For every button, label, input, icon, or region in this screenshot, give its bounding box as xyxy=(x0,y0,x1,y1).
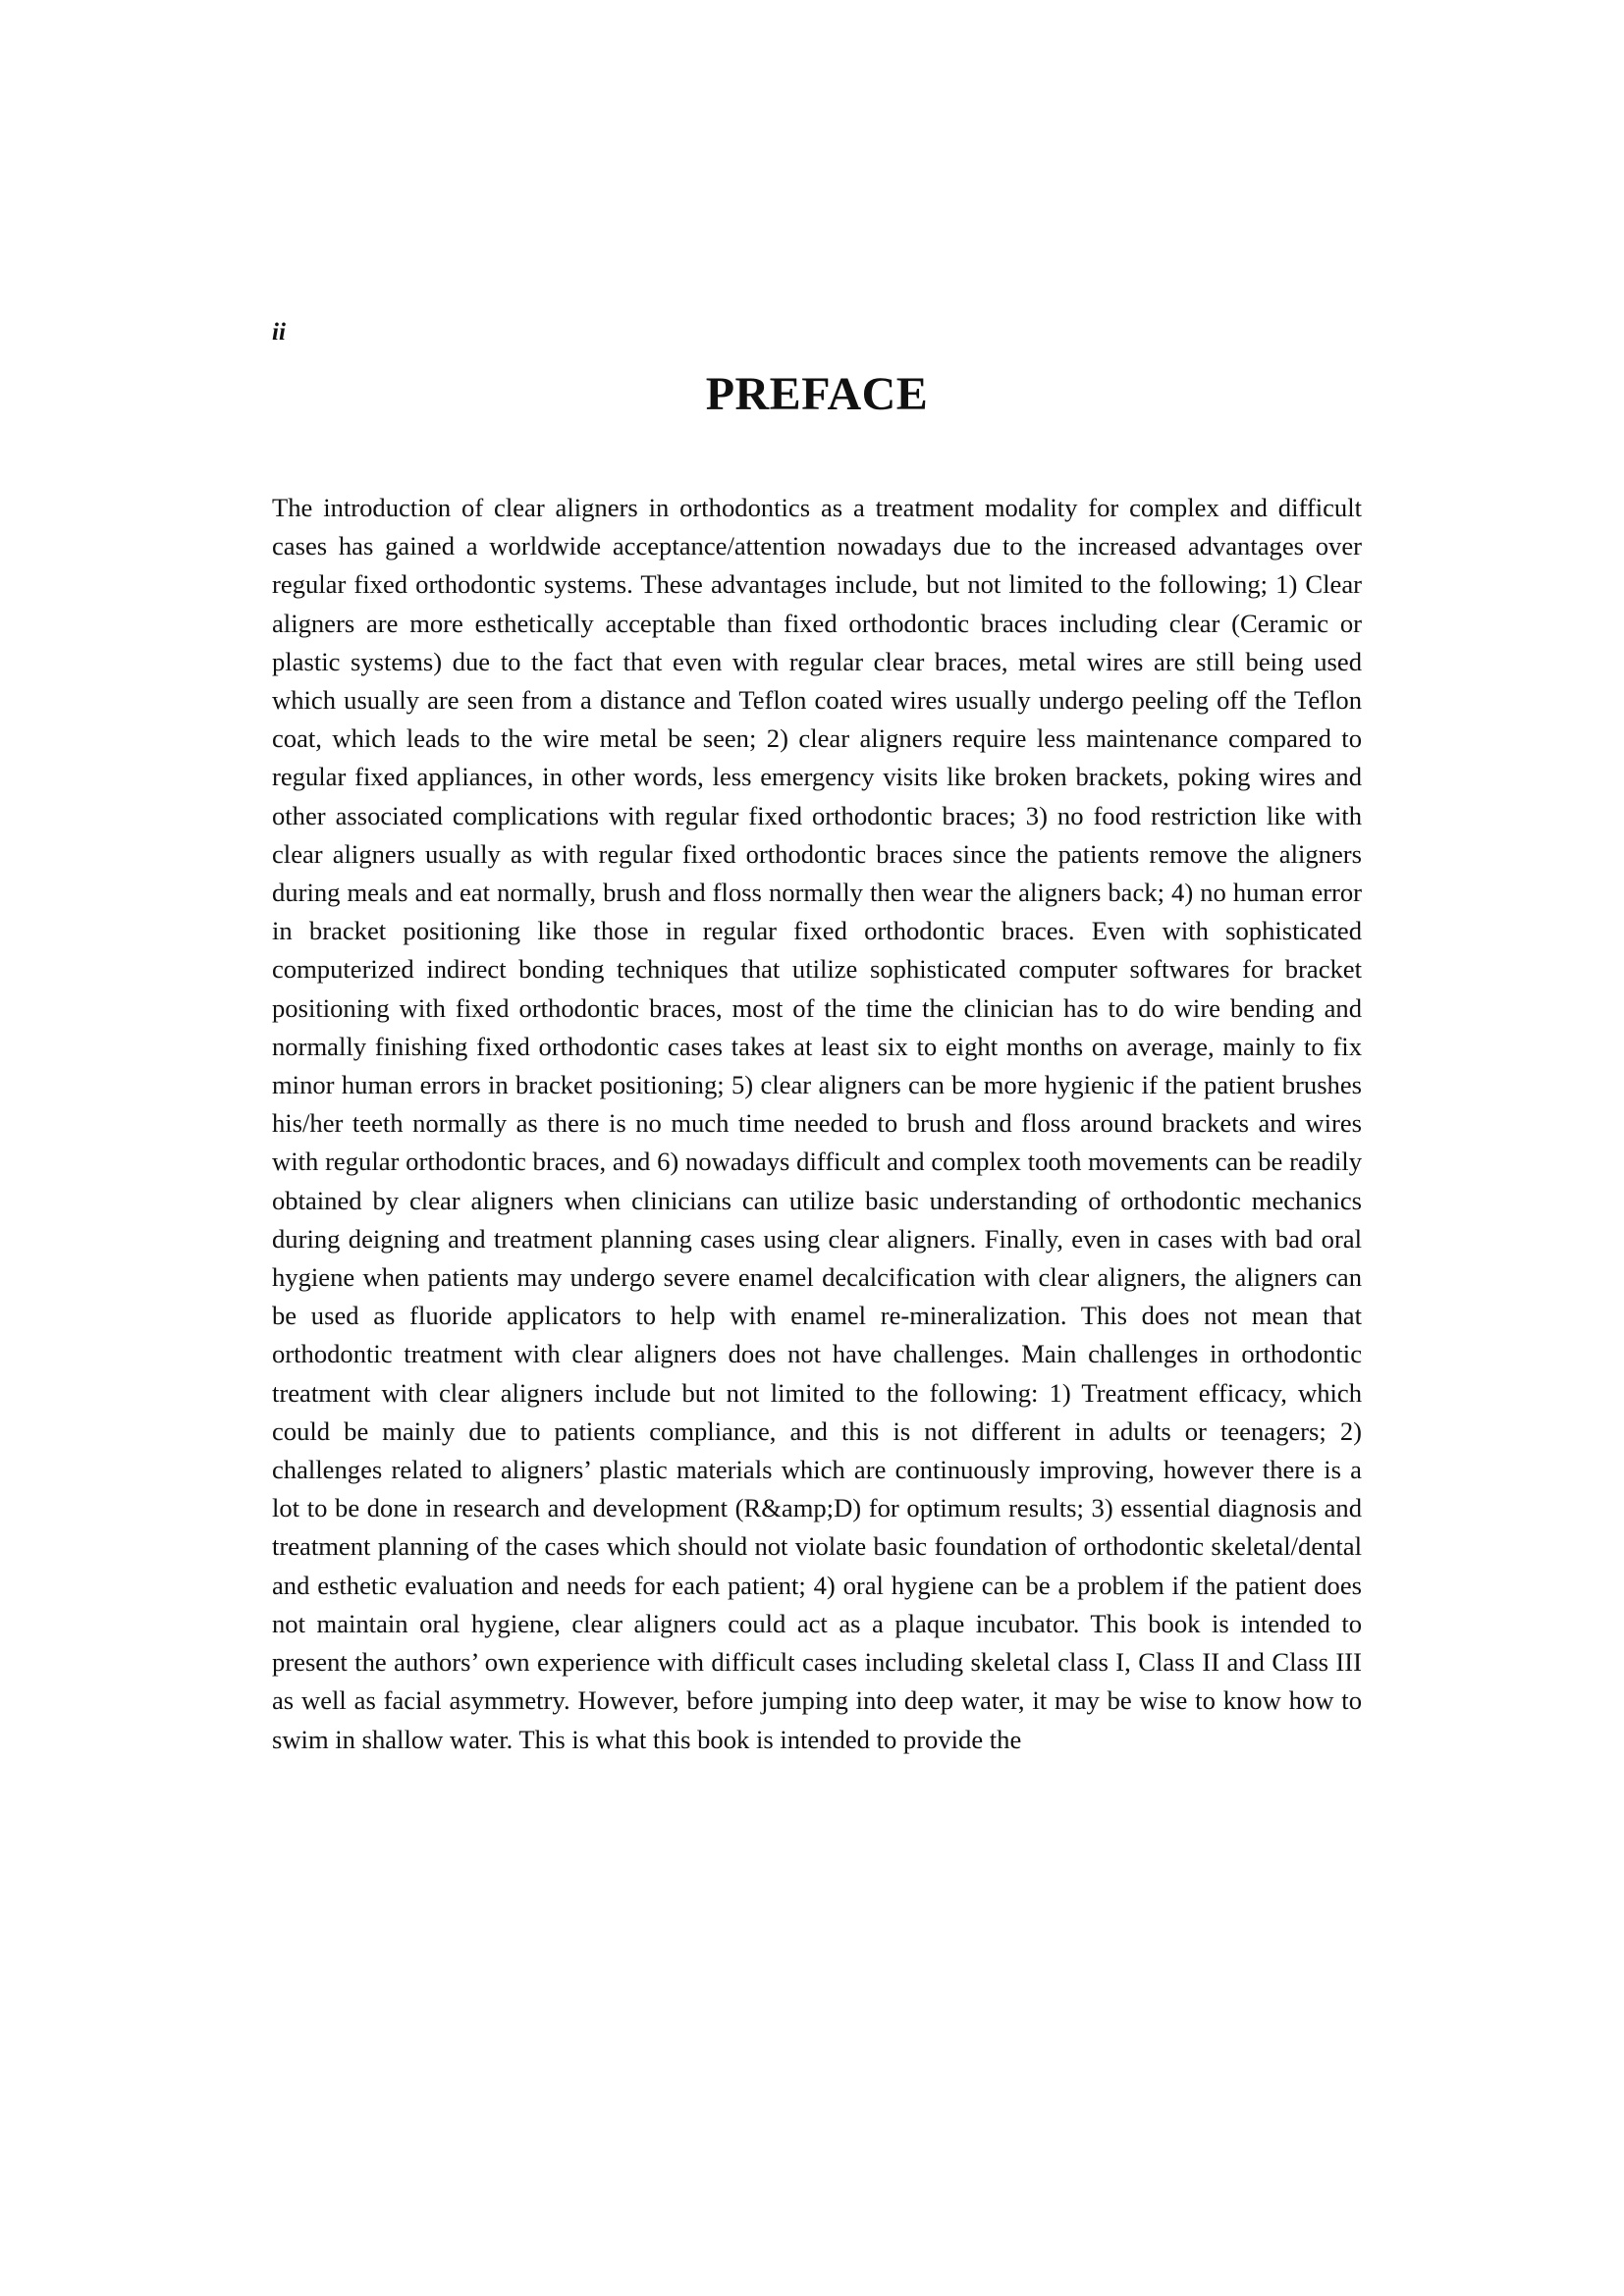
preface-body-paragraph: The introduction of clear aligners in orthodontics as a treatment modality for complex and difficult cases has gained a worldwide acceptance/attention nowadays due to the increased advantages over regular fixed orthodontic systems. These advantages include, but not limited to the following; 1) Clear aligners are more esthetically acceptable than fixed orthodontic braces including clear (Ceramic or plastic systems) due to the fact that even with regular clear braces, metal wires are still being used which usually are seen from a distance and Teflon coated wires usually undergo peeling off the Teflon coat, which leads to the wire metal be seen; 2) clear aligners require less maintenance compared to regular fixed appliances, in other words, less emergency visits like broken brackets, poking wires and other associated complications with regular fixed orthodontic braces; 3) no food restriction like with clear aligners usually as with regular fixed orthodontic braces since the patients remove the aligners during meals and eat normally, brush and floss normally then wear the aligners back; 4) no human error in bracket positioning like those in regular fixed orthodontic braces. Even with sophisticated computerized indirect bonding techniques that utilize sophisticated computer softwares for bracket positioning with fixed orthodontic braces, most of the time the clinician has to do wire bending and normally finishing fixed orthodontic cases takes at least six to eight months on average, mainly to fix minor human errors in bracket positioning; 5) clear aligners can be more hygienic if the patient brushes his/her teeth normally as there is no much time needed to brush and floss around brackets and wires with regular orthodontic braces, and 6) nowadays difficult and complex tooth movements can be readily obtained by clear aligners when clinicians can utilize basic understanding of orthodontic mechanics during deigning and treatment planning cases using clear aligners. Finally, even in cases with bad oral hygiene when patients may undergo severe enamel decalcification with clear aligners, the aligners can be used as fluoride applicators to help with enamel re-mineralization. This does not mean that orthodontic treatment with clear aligners does not have challenges. Main challenges in orthodontic treatment with clear aligners include but not limited to the following: 1) Treatment efficacy, which could be mainly due to patients compliance, and this is not different in adults or teenagers; 2) challenges related to aligners’ plastic materials which are continuously improving, however there is a lot to be done in research and development (R&amp;D) for optimum results; 3) essential diagnosis and treatment planning of the cases which should not violate basic foundation of orthodontic skeletal/dental and esthetic evaluation and needs for each patient; 4) oral hygiene can be a problem if the patient does not maintain oral hygiene, clear aligners could act as a plaque incubator. This book is intended to present the authors’ own experience with difficult cases including skeletal class I, Class II and Class III as well as facial asymmetry. However, before jumping into deep water, it may be wise to know how to swim in shallow water. This is what this book is intended to provide the xyxy=(272,493,1362,1754)
page-title: PREFACE xyxy=(705,368,929,420)
page-number: ii xyxy=(272,319,286,346)
